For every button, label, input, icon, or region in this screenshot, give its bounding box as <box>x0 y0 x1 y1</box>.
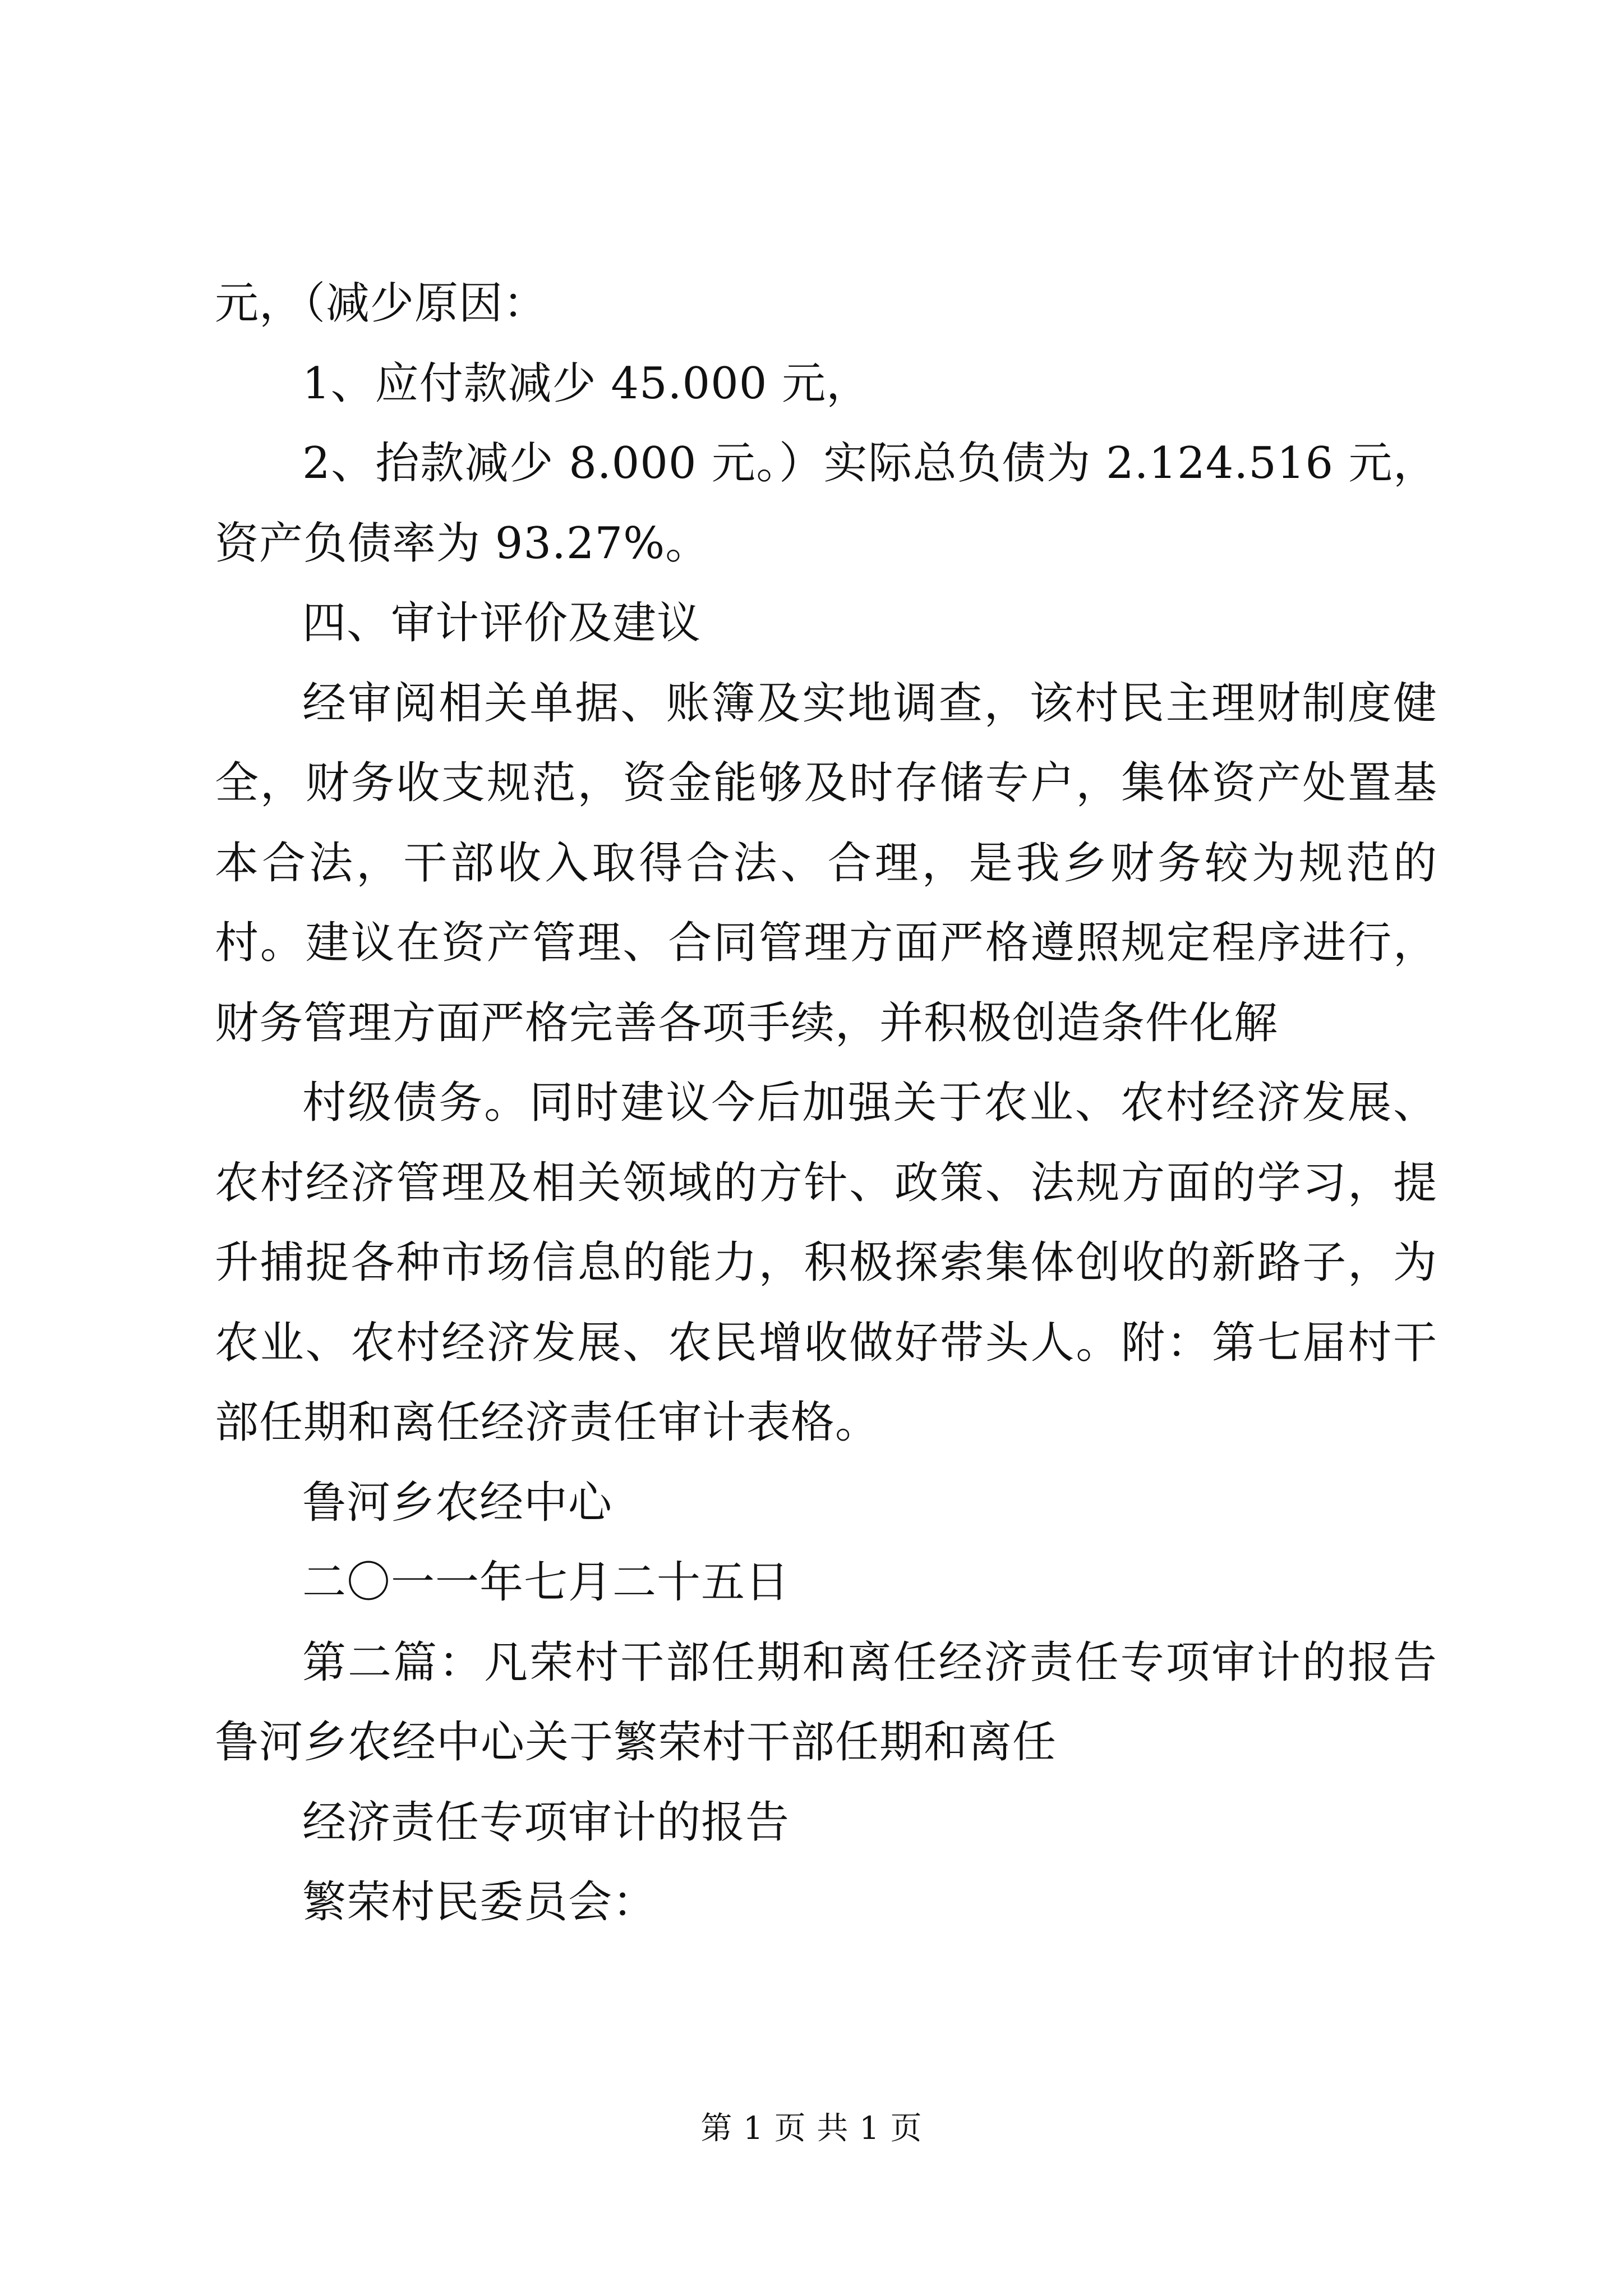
document-body <box>215 264 1437 1943</box>
paragraph: 元，（减少原因： <box>215 278 548 329</box>
paragraph: 2、抬款减少 8.000 元。）实际总负债为 2.124.516 元，资产负债率为 93.27%。 <box>215 438 1437 569</box>
signature-organization: 鲁河乡农经中心 <box>302 1477 613 1528</box>
page-footer: 第 1 页 共 1 页 <box>700 2110 923 2147</box>
signature-date: 二〇一一年七月二十五日 <box>302 1557 790 1608</box>
report-title: 经济责任专项审计的报告 <box>302 1797 790 1848</box>
section-heading: 四、审计评价及建议 <box>302 598 702 648</box>
paragraph: 经审阅相关单据、账簿及实地调查，该村民主理财制度健全，财务收支规范，资金能够及时存储专户，集体资产处置基本合法，干部收入取得合法、合理，是我乡财务较为规范的村。建议在资产管理、合同管理方面严格遵照规定程序进行，财务管理方面严格完善各项手续，并积极创造条件化解 <box>215 678 1437 1048</box>
paragraph: 1、应付款减少 45.000 元， <box>302 358 871 409</box>
chapter-heading: 第二篇：凡荣村干部任期和离任经济责任专项审计的报告鲁河乡农经中心关于繁荣村干部任期和离任 <box>215 1637 1437 1768</box>
paragraph: 村级债务。同时建议今后加强关于农业、农村经济发展、农村经济管理及相关领域的方针、政策、法规方面的学习，提升捕捉各种市场信息的能力，积极探索集体创收的新路子，为农业、农村经济发展、农民增收做好带头人。附：第七届村干部任期和离任经济责任审计表格。 <box>215 1078 1437 1448</box>
salutation: 繁荣村民委员会： <box>302 1877 657 1927</box>
